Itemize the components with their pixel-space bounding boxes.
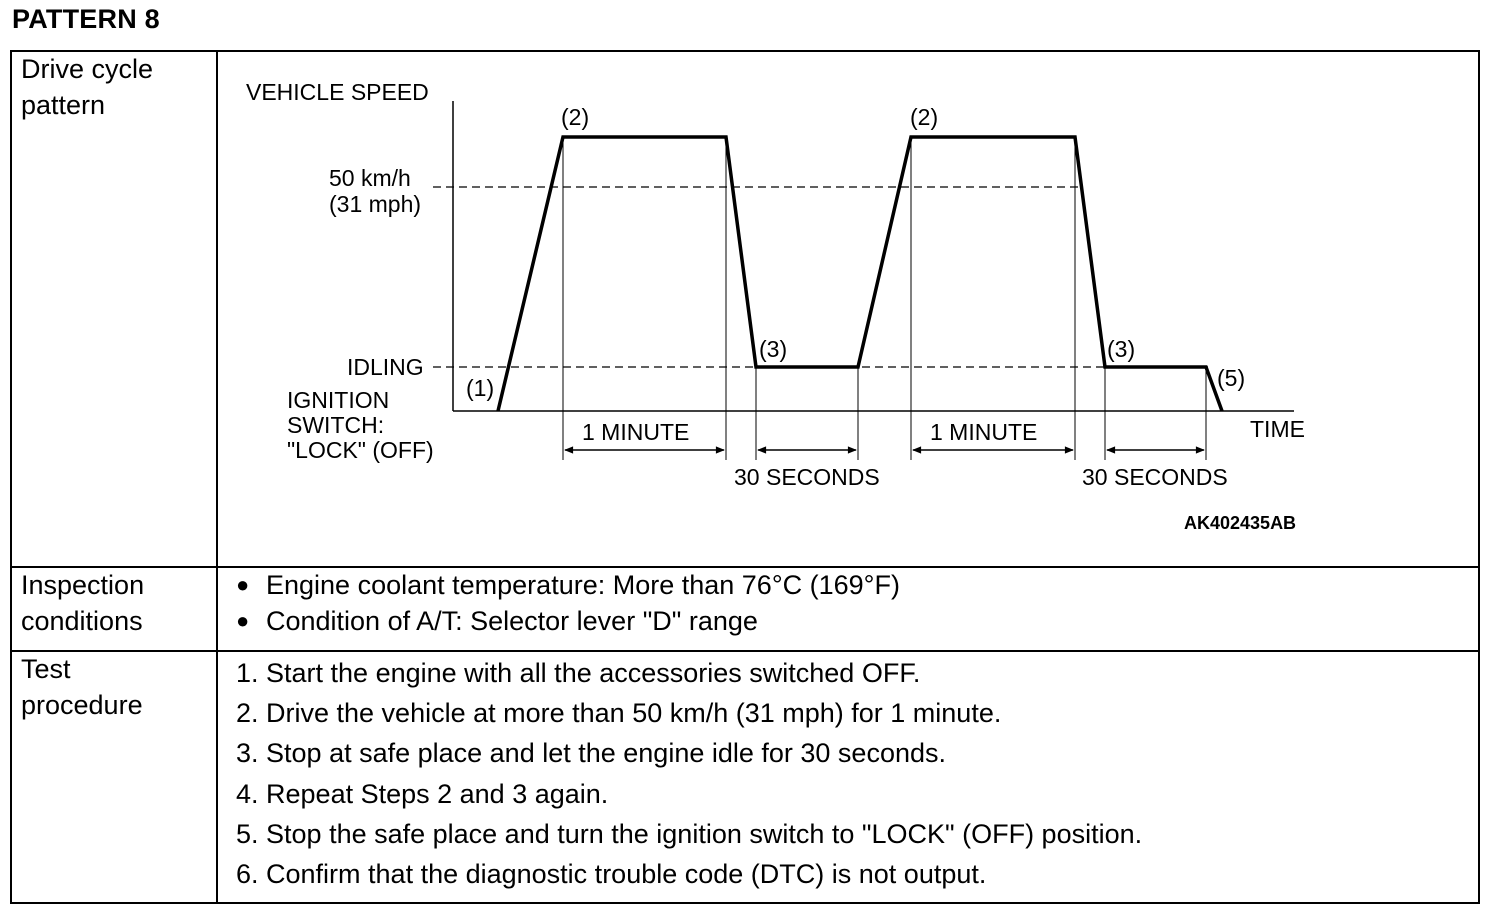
speed-threshold-mph-label: (31 mph) — [329, 191, 422, 217]
y-axis-label: VEHICLE SPEED — [246, 79, 429, 105]
inspection-conditions-label: Inspection conditions — [21, 570, 145, 636]
ignition-switch-label: SWITCH: — [287, 412, 385, 438]
callout-2: (2) — [561, 104, 590, 130]
callout-3: (3) — [1107, 336, 1136, 362]
speed-profile-line — [498, 137, 1222, 411]
drive-cycle-label: Drive cycle pattern — [21, 54, 154, 120]
speed-threshold-label: 50 km/h — [329, 165, 411, 191]
ignition-switch-label: "LOCK" (OFF) — [287, 437, 434, 463]
thirty-seconds-label: 30 SECONDS — [1082, 464, 1228, 490]
one-minute-label: 1 MINUTE — [582, 419, 690, 445]
callout-5: (5) — [1217, 365, 1246, 391]
callout-1: (1) — [466, 375, 495, 401]
figure-id: AK402435AB — [1184, 513, 1297, 533]
condition-text: Condition of A/T: Selector lever "D" range — [266, 606, 758, 636]
idling-label: IDLING — [347, 354, 424, 380]
x-axis-label: TIME — [1250, 416, 1305, 442]
procedure-step: 1. Start the engine with all the accessories switched OFF. — [236, 658, 921, 688]
procedure-step: 5. Stop the safe place and turn the ignition switch to "LOCK" (OFF) position. — [236, 818, 1143, 849]
procedure-step: 6. Confirm that the diagnostic trouble code (DTC) is not output. — [236, 858, 987, 889]
test-procedure-label: Test procedure — [21, 654, 143, 720]
condition-text: Engine coolant temperature: More than 76°C (169°F) — [266, 570, 900, 600]
callout-2: (2) — [910, 104, 939, 130]
ignition-switch-label: IGNITION — [287, 387, 390, 413]
thirty-seconds-label: 30 SECONDS — [734, 464, 880, 490]
bullet-icon: ● — [236, 572, 250, 597]
procedure-step: 4. Repeat Steps 2 and 3 again. — [236, 778, 609, 809]
procedure-step: 3. Stop at safe place and let the engine idle for 30 seconds. — [236, 738, 946, 769]
bullet-icon: ● — [236, 608, 250, 633]
page-title: PATTERN 8 — [12, 4, 160, 34]
one-minute-label: 1 MINUTE — [930, 419, 1038, 445]
callout-3: (3) — [759, 336, 788, 362]
procedure-step: 2. Drive the vehicle at more than 50 km/h (31 mph) for 1 minute. — [236, 698, 1002, 729]
